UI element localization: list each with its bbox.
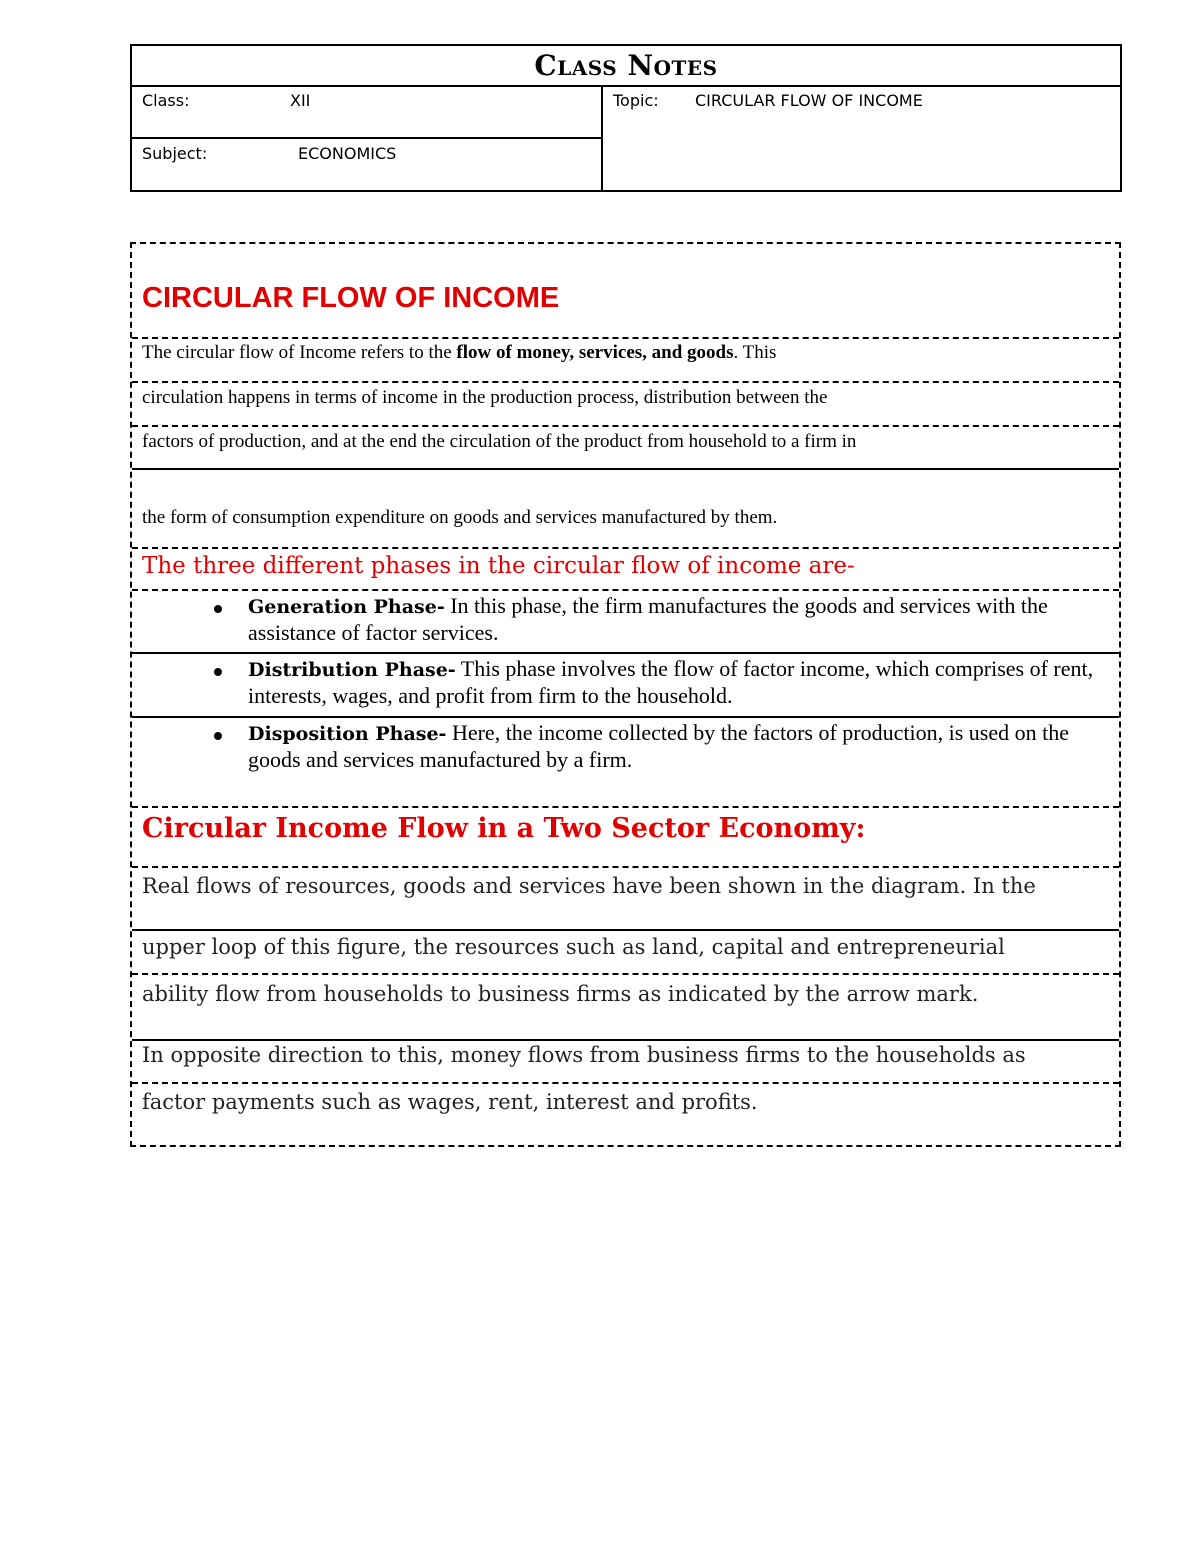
- class-notes-header: [130, 44, 1122, 192]
- two-sector-row-1: [132, 868, 1119, 931]
- phase-name: Distribution Phase-: [248, 659, 456, 681]
- intro-line-1-end: . This: [733, 342, 777, 363]
- phases-heading-row: [132, 549, 1119, 591]
- topic-value: CIRCULAR FLOW OF INCOME: [695, 91, 923, 110]
- subject-value: ECONOMICS: [298, 144, 397, 163]
- bullet-icon: [214, 605, 222, 613]
- phase-text: [248, 720, 1099, 773]
- intro-line-1: [142, 342, 776, 364]
- intro-line-2: circulation happens in terms of income in the production process, distribution between the: [142, 387, 828, 408]
- phase-text: [248, 656, 1099, 709]
- class-label: Class:: [142, 91, 190, 110]
- header-left-cell: [132, 87, 603, 190]
- topic-cell: [603, 87, 1120, 190]
- intro-line-1-bold: flow of money, services, and goods: [456, 342, 734, 363]
- intro-line-3: factors of production, and at the end the circulation of the product from household to a firm in: [142, 431, 857, 452]
- header-title: Class Notes: [132, 46, 1120, 87]
- intro-line-1-text: The circular flow of Income refers to the: [142, 342, 457, 363]
- class-row: [132, 87, 601, 139]
- phase-name: Generation Phase-: [248, 596, 445, 618]
- main-heading-row: [132, 244, 1119, 339]
- two-sector-line-1: Real flows of resources, goods and services have been shown in the diagram. In the: [142, 874, 1036, 898]
- notes-content: [130, 242, 1121, 1147]
- intro-row-2: [132, 383, 1119, 427]
- intro-row-3: [132, 427, 1119, 470]
- class-value: XII: [290, 91, 311, 110]
- phase-item-generation: [132, 591, 1119, 654]
- two-sector-line-2: upper loop of this figure, the resources such as land, capital and entrepreneurial: [142, 935, 1005, 959]
- two-sector-row-5: [132, 1084, 1119, 1145]
- main-heading: CIRCULAR FLOW OF INCOME: [142, 282, 560, 314]
- subject-row: [132, 140, 601, 192]
- two-sector-line-3: ability flow from households to business firms as indicated by the arrow mark.: [142, 982, 979, 1006]
- phase-description: In this phase, the firm manufactures the goods and services with the assistance of factor services.: [248, 593, 1048, 645]
- phase-item-disposition: [132, 718, 1119, 808]
- subject-label: Subject:: [142, 144, 208, 163]
- intro-line-4: the form of consumption expenditure on goods and services manufactured by them.: [142, 507, 778, 528]
- phases-heading: The three different phases in the circular flow of income are-: [142, 553, 855, 579]
- phase-name: Disposition Phase-: [248, 723, 447, 745]
- bullet-icon: [214, 668, 222, 676]
- bullet-icon: [214, 732, 222, 740]
- topic-label: Topic:: [613, 91, 659, 110]
- two-sector-line-5: factor payments such as wages, rent, interest and profits.: [142, 1090, 758, 1114]
- two-sector-row-3: [132, 975, 1119, 1041]
- two-sector-heading: Circular Income Flow in a Two Sector Economy:: [142, 813, 866, 844]
- phase-text: [248, 593, 1099, 646]
- two-sector-row-2: [132, 931, 1119, 975]
- phase-item-distribution: [132, 654, 1119, 718]
- intro-row-4: [132, 468, 1119, 549]
- two-sector-row-4: [132, 1041, 1119, 1084]
- phase-description: This phase involves the flow of factor income, which comprises of rent, interests, wages, and profit from firm to the household.: [248, 656, 1094, 708]
- two-sector-heading-row: [132, 808, 1119, 868]
- intro-row-1: [132, 339, 1119, 383]
- two-sector-line-4: In opposite direction to this, money flows from business firms to the households as: [142, 1043, 1026, 1067]
- phase-description: Here, the income collected by the factors of production, is used on the goods and services manufactured by a firm.: [248, 720, 1069, 772]
